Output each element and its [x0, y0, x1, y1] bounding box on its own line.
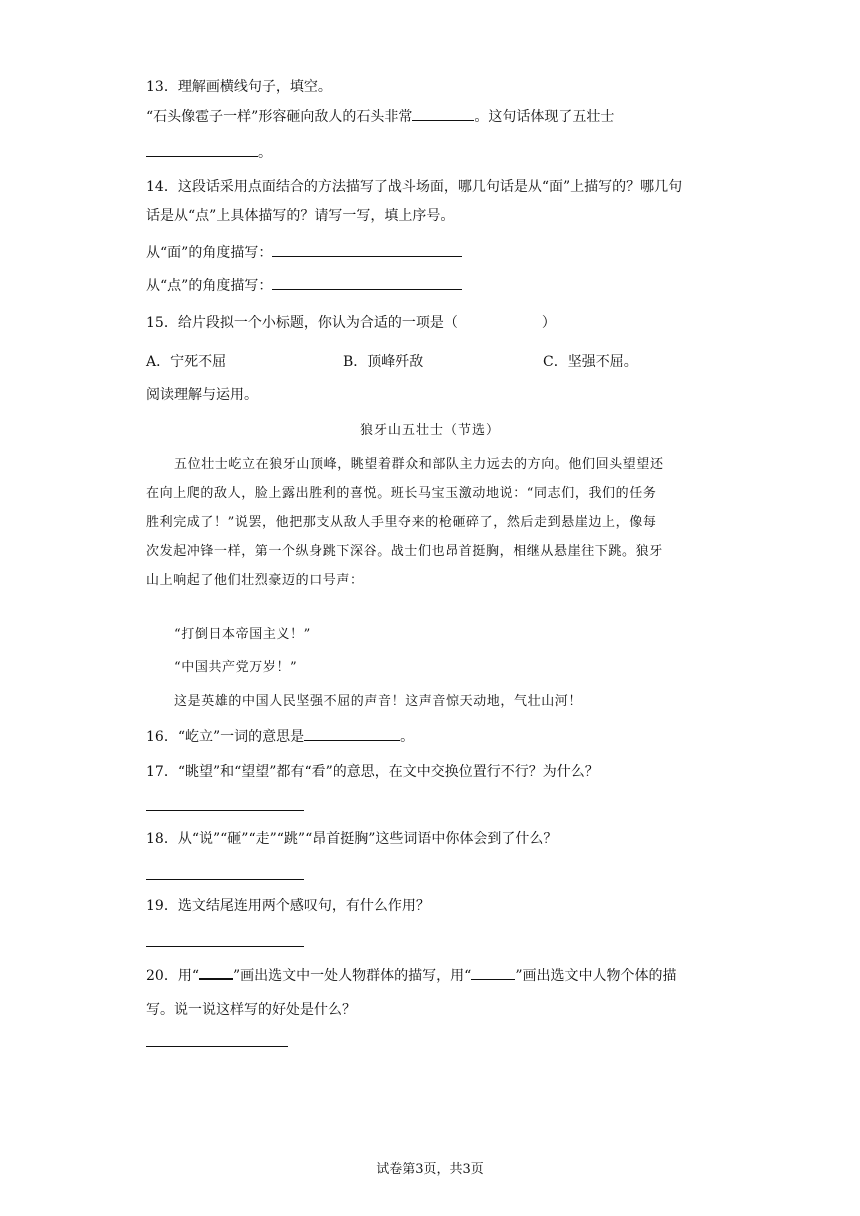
- section-heading: 阅读理解与运用。: [146, 387, 258, 403]
- q20-individual-marker: [471, 965, 515, 980]
- q20-text-1: 20．用“: [146, 968, 199, 984]
- q13-line-a: [146, 106, 614, 127]
- q20-line-1: [146, 964, 676, 986]
- q14-face-row: [146, 242, 462, 263]
- page-footer: 试卷第3页，共3页: [376, 1162, 484, 1177]
- passage-closing: 这是英雄的中国人民坚强不屈的声音！这声音惊天动地，气壮山河！: [174, 694, 583, 709]
- q19-answer-line[interactable]: [146, 946, 304, 947]
- q14-point-blank[interactable]: [272, 275, 462, 290]
- q15-option-c[interactable]: C．坚强不屈。: [543, 354, 638, 370]
- q20-group-marker: [199, 964, 233, 980]
- q16-row: [146, 726, 414, 747]
- q14-point-row: [146, 275, 462, 296]
- q13-prompt: 13．理解画横线句子，填空。: [146, 79, 332, 95]
- q20-answer-line[interactable]: [146, 1046, 288, 1047]
- q14-line-2: 话是从“点”上具体描写的？请写一写，填上序号。: [146, 208, 455, 224]
- q13-blank-1[interactable]: [412, 106, 474, 121]
- q20-line-2: 写。说一说这样写的好处是什么？: [146, 1002, 356, 1018]
- passage-slogan-2: “中国共产党万岁！”: [174, 660, 298, 675]
- passage-line: 胜利完成了！”说罢，他把那支从敌人手里夺来的枪砸碎了，然后走到悬崖边上，像每: [146, 515, 657, 530]
- passage-line: 在向上爬的敌人，脸上露出胜利的喜悦。班长马宝玉激动地说：“同志们，我们的任务: [146, 486, 657, 501]
- q14-point-label: 从“点”的角度描写：: [146, 278, 273, 294]
- passage-slogan-1: “打倒日本帝国主义！”: [174, 627, 311, 642]
- q15-option-a[interactable]: A．宁死不屈: [146, 354, 227, 370]
- passage-line: 次发起冲锋一样，第一个纵身跳下深谷。战士们也昂首挺胸，相继从悬崖往下跳。狼牙: [146, 544, 663, 559]
- q13-text-post: 。这句话体现了五壮士: [474, 109, 615, 125]
- q16-period: 。: [400, 729, 415, 745]
- q14-line-1: 14．这段话采用点面结合的方法描写了战斗场面，哪几句话是从“面”上描写的？哪几句: [146, 179, 683, 195]
- passage-line: 五位壮士屹立在狼牙山顶峰，眺望着群众和部队主力远去的方向。他们回头望望还: [174, 457, 664, 472]
- q15-prompt-close: ）: [541, 315, 556, 331]
- q20-text-3: ”画出选文中人物个体的描: [515, 968, 677, 984]
- q13-period: 。: [258, 145, 272, 161]
- q13-text-pre: “石头像雹子一样”形容砸向敌人的石头非常: [146, 109, 413, 125]
- q13-line-b: [146, 142, 272, 163]
- passage-title: 狼牙山五壮士（节选）: [359, 423, 500, 438]
- passage-line: 山上响起了他们壮烈豪迈的口号声：: [146, 573, 364, 588]
- q15-prompt: [146, 313, 556, 333]
- q20-text-2: ”画出选文中一处人物群体的描写，用“: [232, 968, 472, 984]
- q18-prompt: 18．从“说”“砸”“走”“跳”“昂首挺胸”这些词语中你体会到了什么？: [146, 831, 558, 847]
- q13-blank-2[interactable]: [146, 142, 258, 157]
- q19-prompt: 19．选文结尾连用两个感叹句，有什么作用？: [146, 898, 430, 914]
- q14-face-label: 从“面”的角度描写：: [146, 245, 273, 261]
- q16-blank[interactable]: [304, 726, 400, 741]
- q16-prompt: 16．“屹立”一词的意思是: [146, 729, 305, 745]
- q15-option-b[interactable]: B．顶峰歼敌: [343, 354, 424, 370]
- q17-prompt: 17．“眺望”和“望望”都有“看”的意思，在文中交换位置行不行？为什么？: [146, 764, 599, 780]
- q17-answer-line[interactable]: [146, 810, 304, 811]
- q18-answer-line[interactable]: [146, 879, 304, 880]
- q15-prompt-text: 15．给片段拟一个小标题，你认为合适的一项是（: [146, 315, 458, 331]
- q14-face-blank[interactable]: [272, 242, 462, 257]
